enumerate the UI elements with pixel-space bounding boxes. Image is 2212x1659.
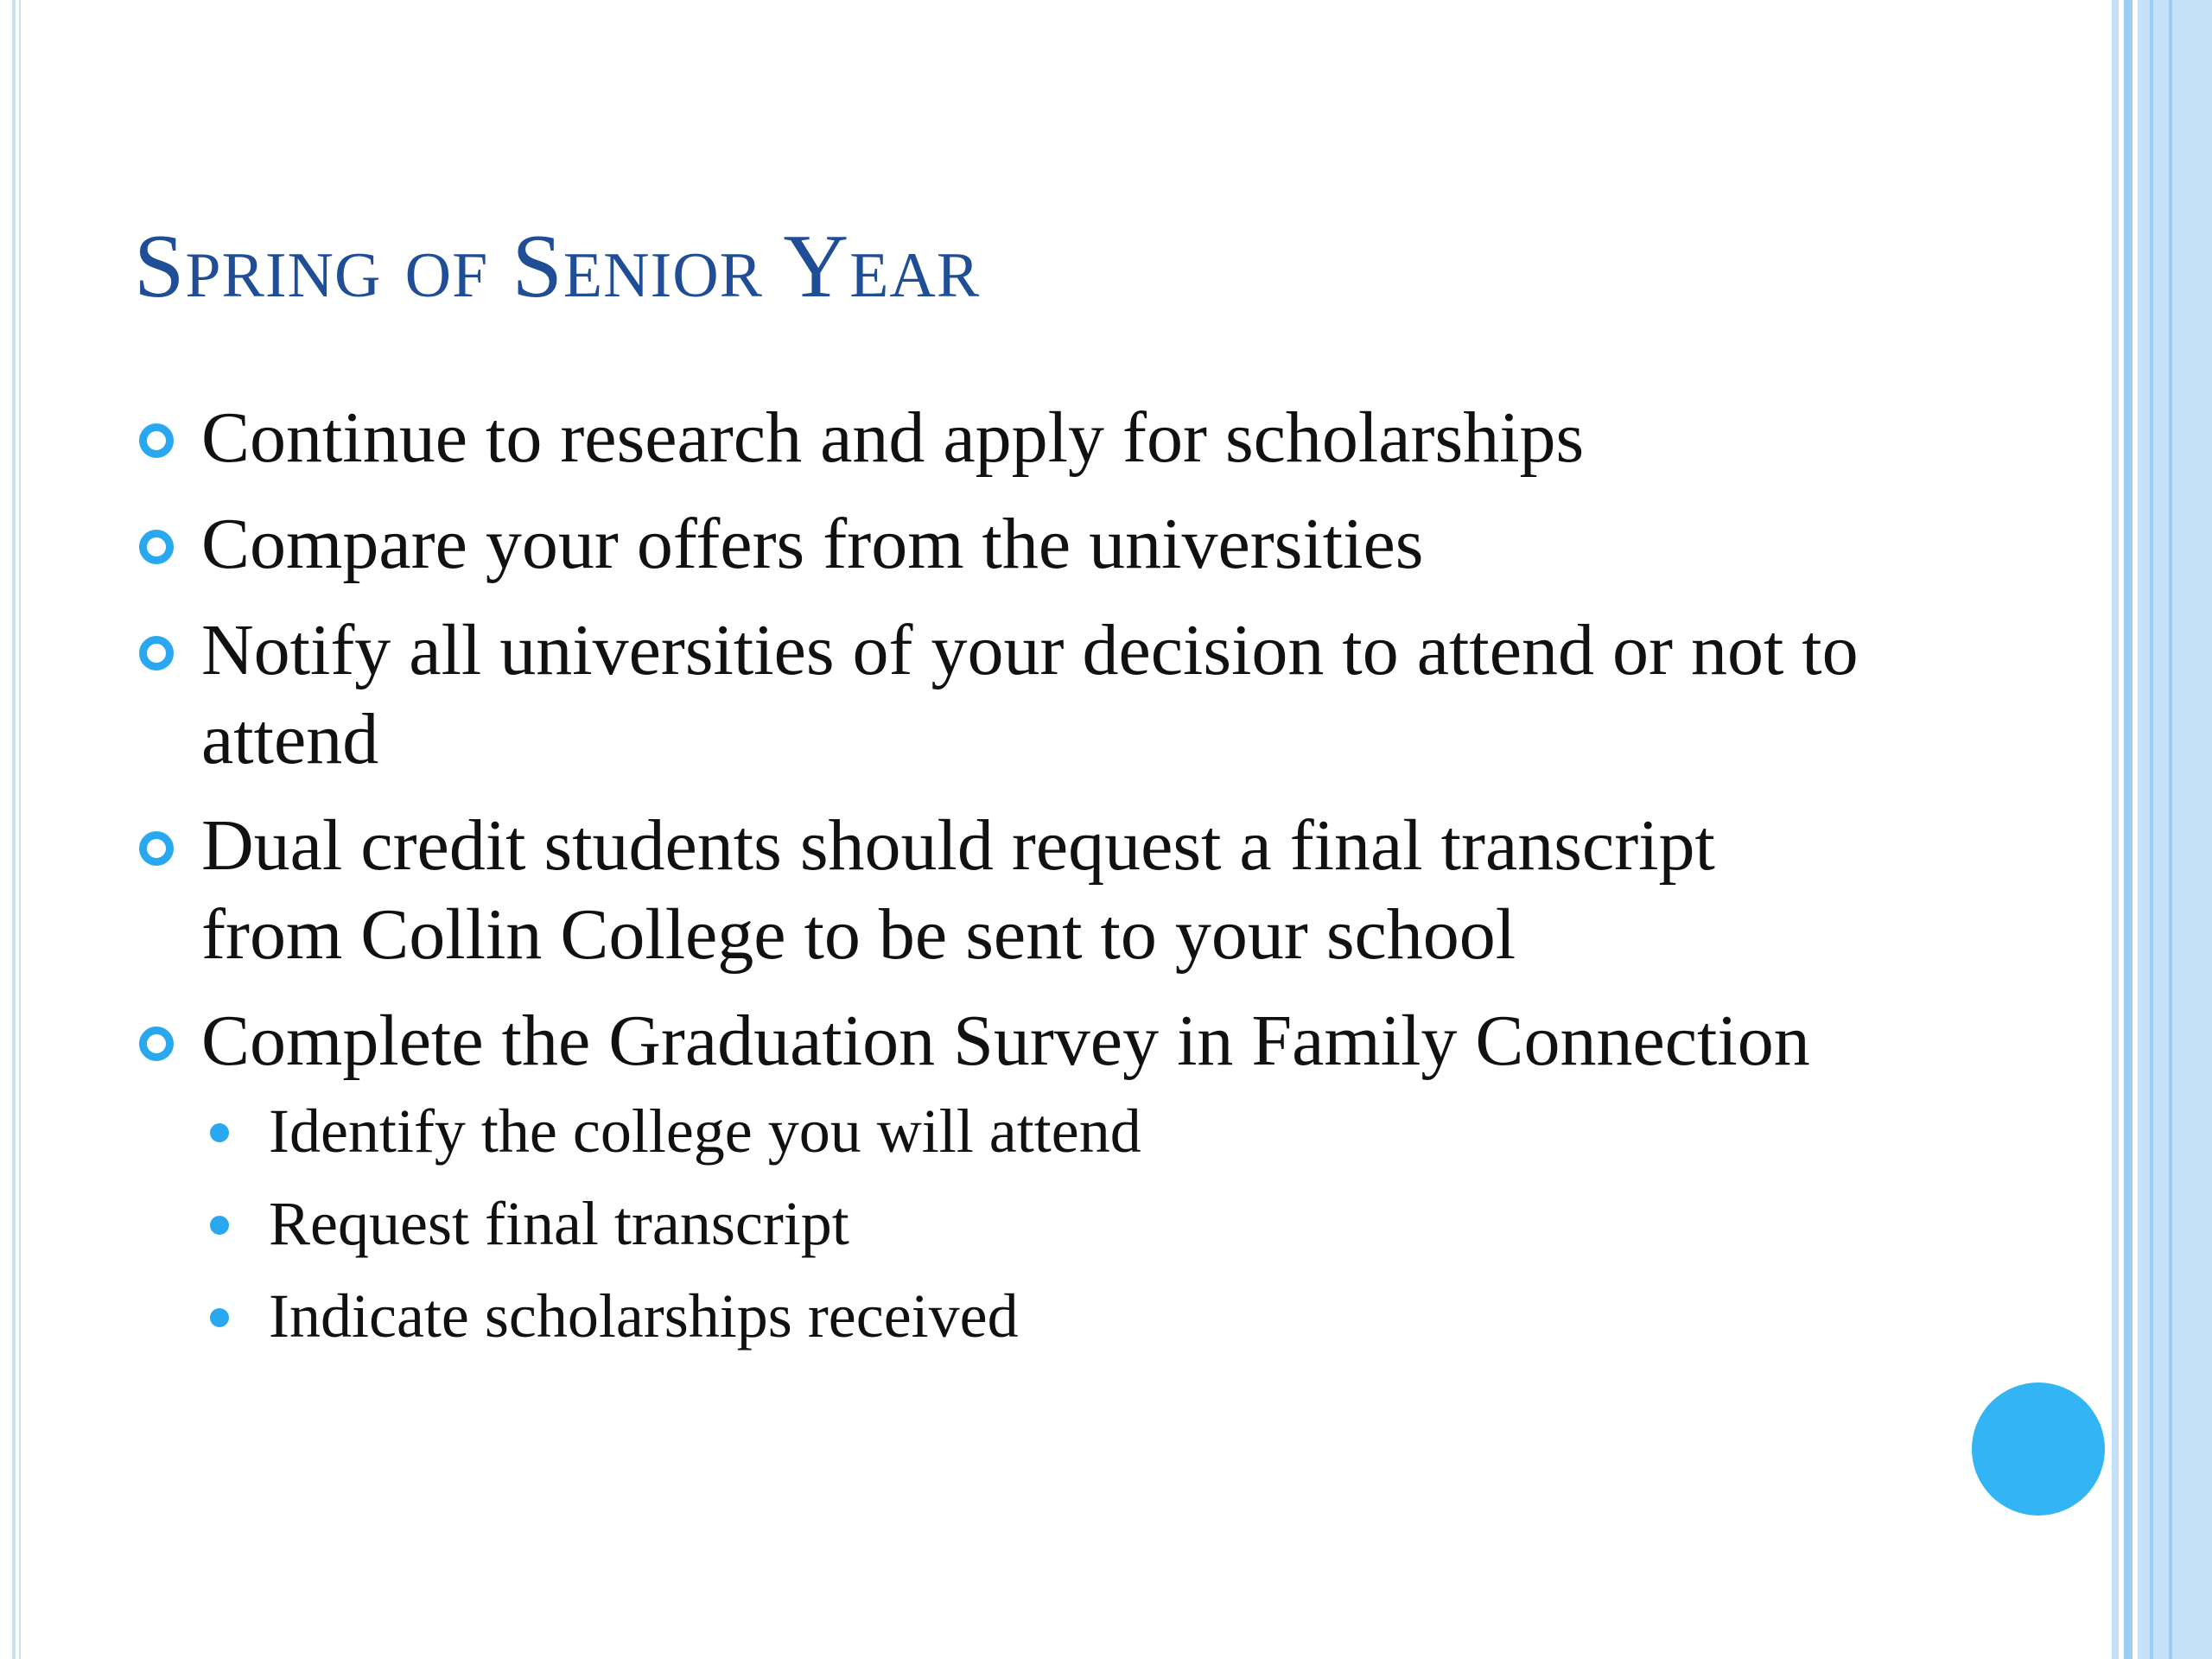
decorative-circle-icon — [1972, 1382, 2105, 1516]
bullet-text: Dual credit students should request a final transcript from Collin College to be sent to your school — [201, 805, 1715, 975]
sub-bullet-text: Request final transcript — [269, 1189, 849, 1258]
filled-dot-bullet-icon — [210, 1216, 229, 1235]
right-border-stripe — [2138, 0, 2212, 1659]
bullet-item — [134, 996, 1862, 1363]
hollow-circle-bullet-icon — [139, 530, 174, 564]
right-border-stripe — [2124, 0, 2133, 1659]
bullet-item — [134, 801, 1862, 979]
slide-title: Spring of Senior Year — [134, 215, 981, 316]
sub-bullet-text: Identify the college you will attend — [269, 1096, 1141, 1166]
bullet-item — [134, 499, 1862, 588]
bullet-text: Complete the Graduation Survey in Family Connection — [201, 1001, 1810, 1081]
sub-bullet-item — [201, 1178, 1862, 1270]
bullet-text: Notify all universities of your decision to attend or not to attend — [201, 610, 1859, 779]
hollow-circle-bullet-icon — [139, 831, 174, 866]
bullet-list — [134, 393, 1862, 1380]
left-border-line — [12, 0, 16, 1659]
hollow-circle-bullet-icon — [139, 423, 174, 458]
bullet-text: Continue to research and apply for scholarships — [201, 397, 1585, 478]
right-border-stripe — [2169, 0, 2172, 1659]
sub-bullet-item — [201, 1270, 1862, 1363]
sub-bullet-item — [201, 1085, 1862, 1178]
bullet-text: Compare your offers from the universities — [201, 504, 1424, 584]
right-border-stripe — [2112, 0, 2119, 1659]
hollow-circle-bullet-icon — [139, 1027, 174, 1061]
left-border-line — [19, 0, 21, 1659]
hollow-circle-bullet-icon — [139, 636, 174, 671]
right-border-stripe — [2150, 0, 2153, 1659]
bullet-item — [134, 393, 1862, 482]
filled-dot-bullet-icon — [210, 1308, 229, 1327]
sub-bullet-list — [201, 1085, 1862, 1363]
filled-dot-bullet-icon — [210, 1123, 229, 1142]
bullet-item — [134, 606, 1862, 784]
sub-bullet-text: Indicate scholarships received — [269, 1281, 1019, 1351]
